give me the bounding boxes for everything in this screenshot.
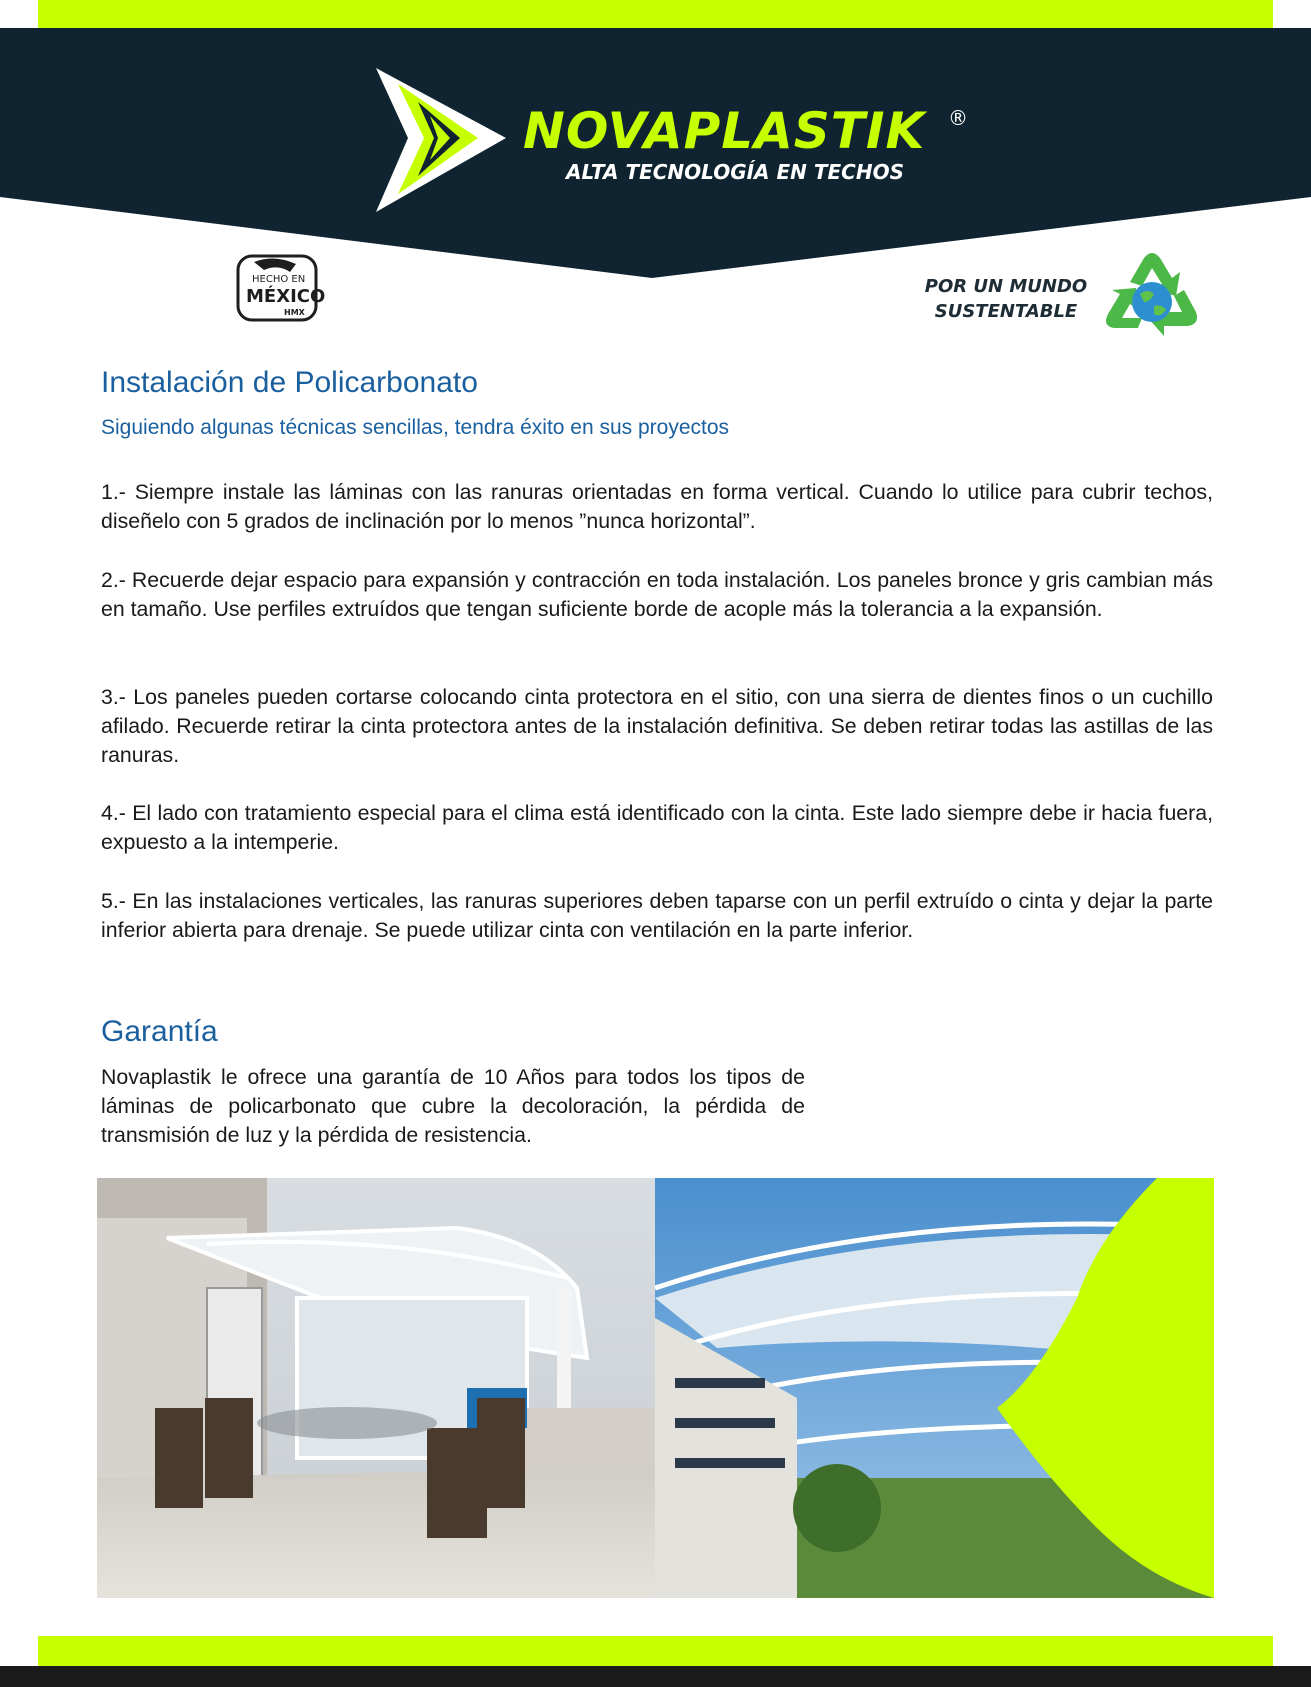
- terrace-photo: [97, 1178, 655, 1598]
- bottom-accent-bar: [38, 1636, 1273, 1666]
- brand-logo: [368, 66, 968, 216]
- sustainable-badge-text: [920, 274, 1092, 324]
- installation-item-4: 4.- El lado con tratamiento especial para el clima está identificado con la cinta. Este lado siempre debe ir hacia fuera, expuesto a la intemperie.: [101, 801, 1213, 854]
- installation-item-3: 3.- Los paneles pueden cortarse colocando cinta protectora en el sitio, con una sierra de dientes finos o un cuchillo afilado. Recuerde retirar la cinta protectora antes de la instalación definitiva. Se deben retirar todas las astillas de las ranuras.: [101, 685, 1213, 767]
- brand-name: NOVAPLASTIK: [523, 102, 926, 160]
- warranty-text: Novaplastik le ofrece una garantía de 10 Años para todos los tipos de láminas de policarbonato que cubre la decoloración, la pérdida de transmisión de luz y la pérdida de resistencia.: [101, 1065, 805, 1147]
- sustainable-line2: SUSTENTABLE: [934, 301, 1078, 322]
- installation-subtitle: Siguiendo algunas técnicas sencillas, tendra éxito en sus proyectos: [101, 416, 730, 439]
- installation-item-5: 5.- En las instalaciones verticales, las ranuras superiores deben taparse con un perfil extruído o cinta y dejar la parte inferior abierta para drenaje. Se puede utilizar cinta con ventilación en la parte inferior.: [101, 889, 1213, 942]
- registered-mark: ®: [948, 106, 968, 130]
- warranty-title: Garantía: [101, 1015, 218, 1048]
- brand-tagline: ALTA TECNOLOGÍA EN TECHOS: [566, 160, 904, 184]
- installation-item-2: 2.- Recuerde dejar espacio para expansión y contracción en toda instalación. Los paneles bronce y gris cambian más en tamaño. Use perfiles extruídos que tengan suficiente borde de acople más la tolerancia a la expansión.: [101, 568, 1213, 621]
- arrow-logo-icon: [368, 66, 508, 216]
- sustainable-badge: [920, 248, 1210, 348]
- mexico-badge-line3: HMX: [284, 308, 305, 317]
- installation-title: Instalación de Policarbonato: [101, 366, 478, 399]
- recycle-globe-icon: [1100, 248, 1204, 344]
- installation-item-1: 1.- Siempre instale las láminas con las ranuras orientadas en forma vertical. Cuando lo utilice para cubrir techos, diseñelo con 5 grados de inclinación por lo menos ”nunca horizontal”.: [101, 480, 1213, 533]
- photo-strip: [97, 1178, 1214, 1598]
- bottom-footer-strip: [0, 1666, 1311, 1687]
- mexico-badge-line1: HECHO EN: [252, 274, 306, 285]
- mexico-badge-line2: MÉXICO: [246, 286, 326, 307]
- hecho-en-mexico-badge: [234, 252, 326, 324]
- greenhouse-photo: [655, 1178, 1214, 1598]
- sustainable-line1: POR UN MUNDO: [924, 276, 1088, 297]
